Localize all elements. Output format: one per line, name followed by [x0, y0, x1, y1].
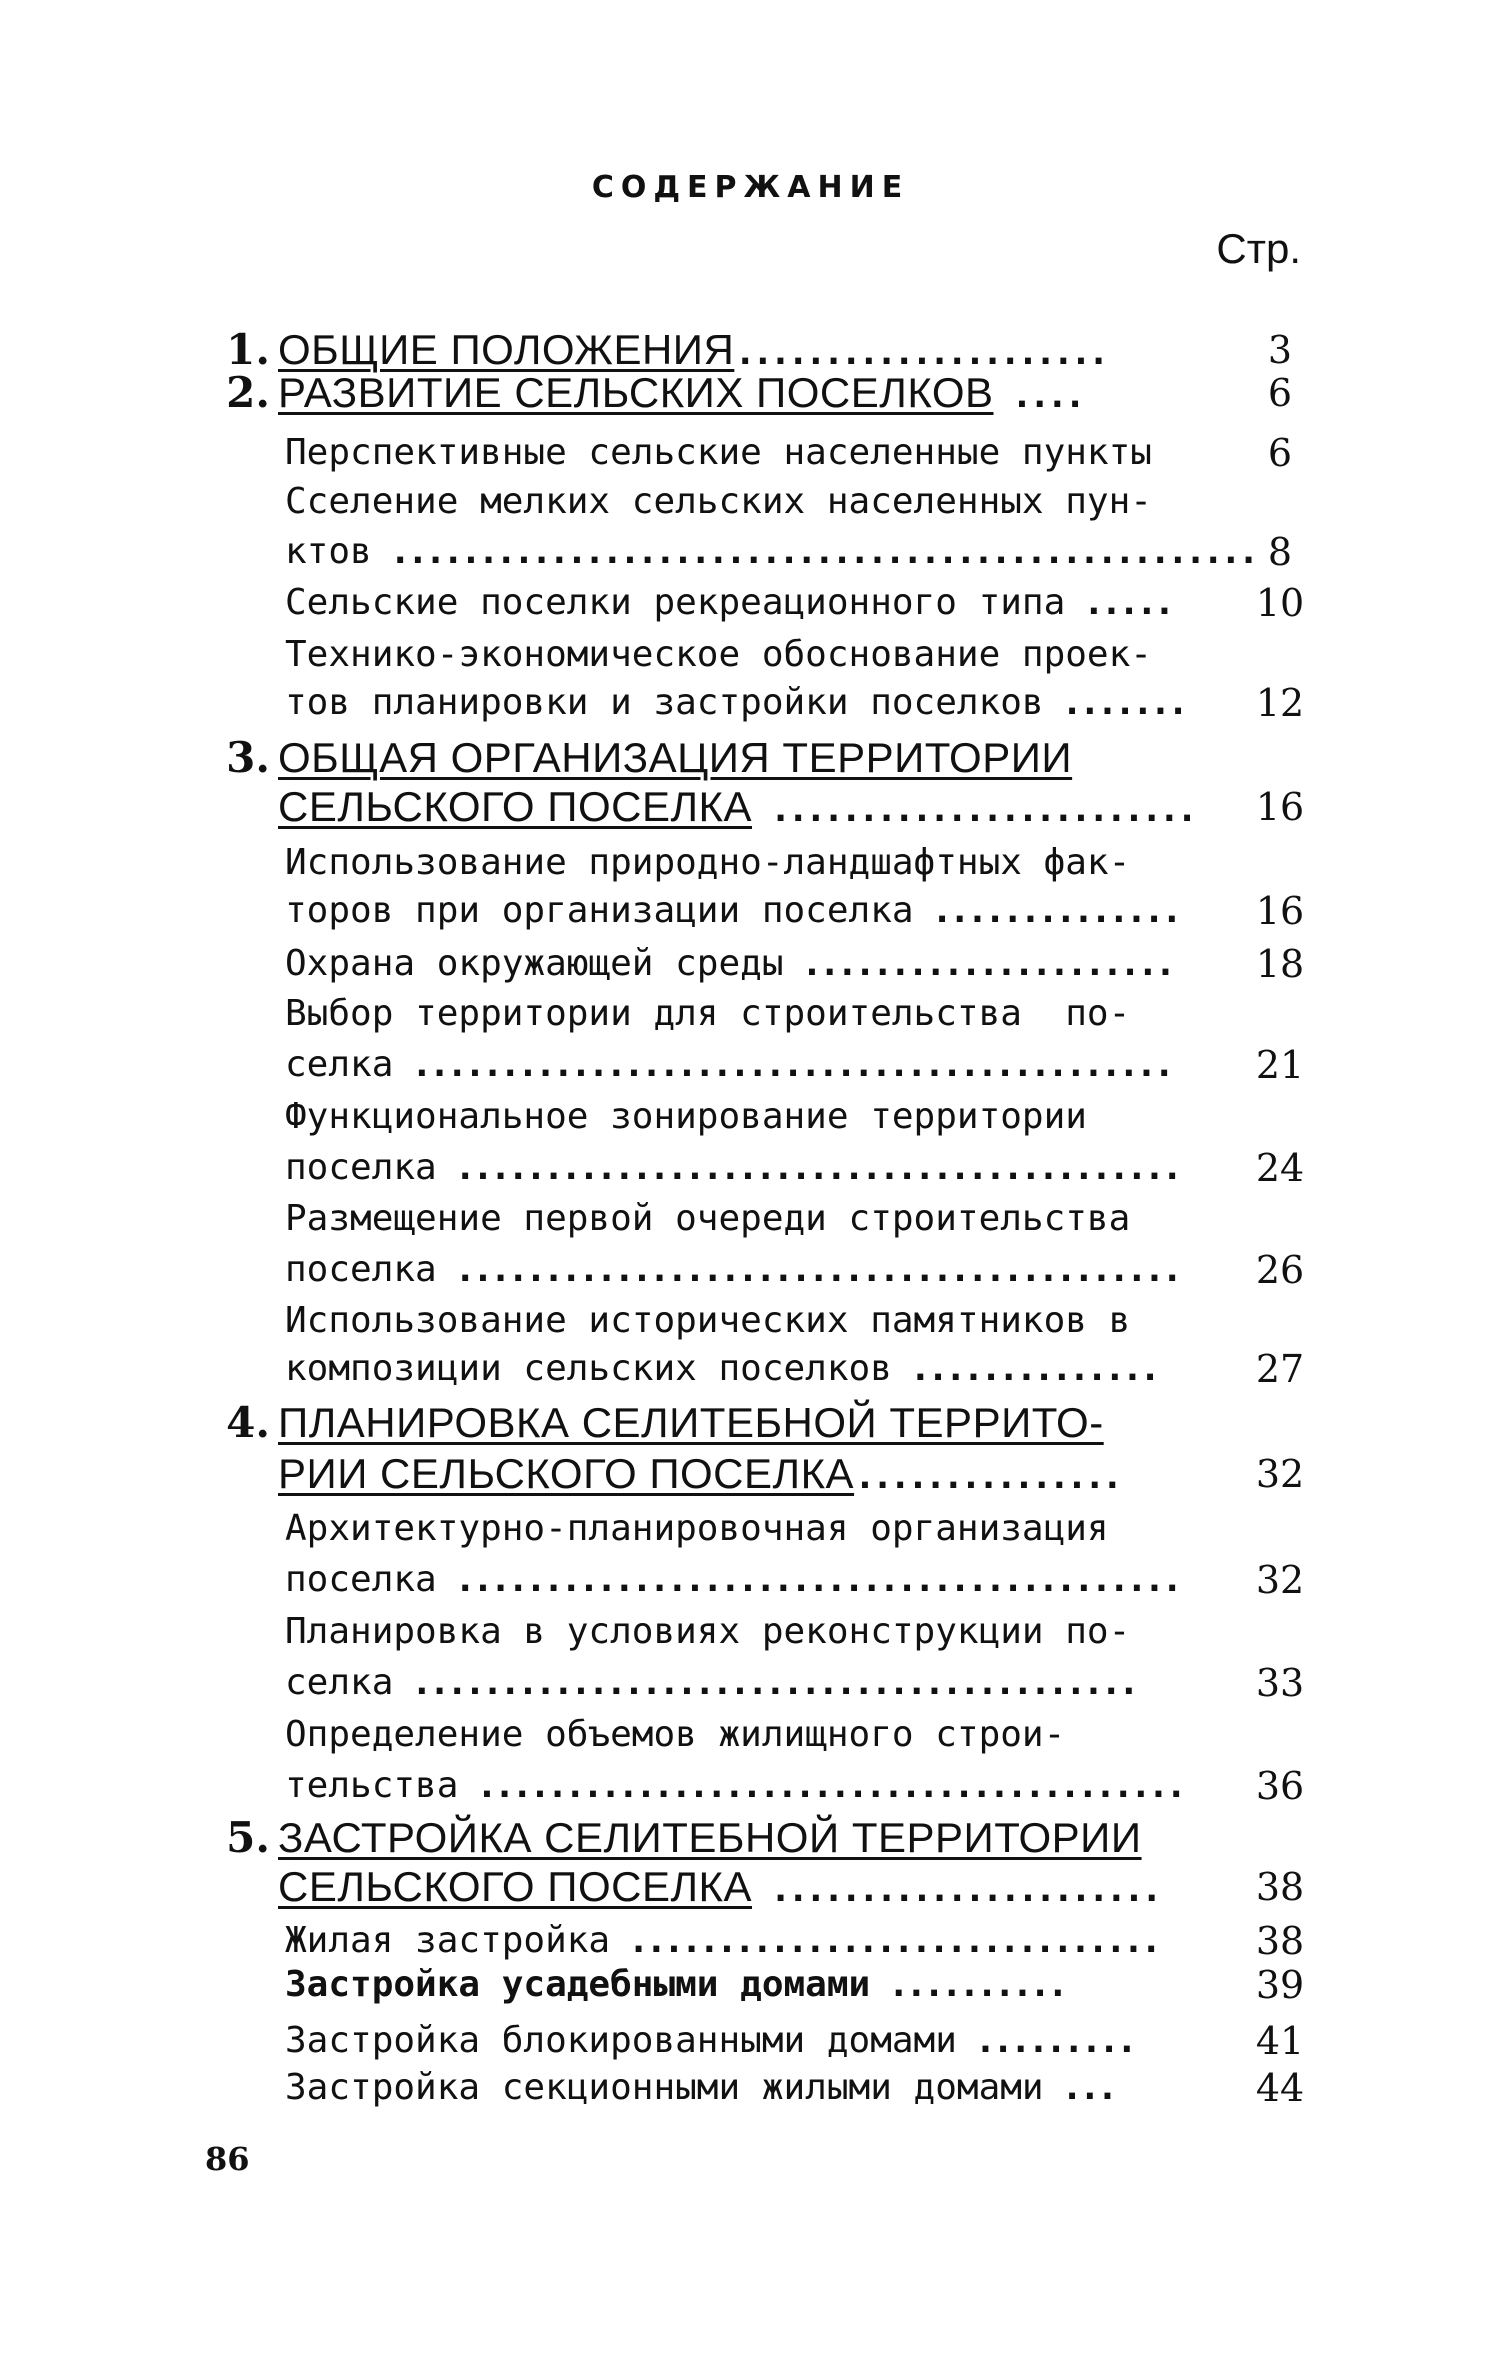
toc-entry-title: тов планировки и застройки поселков: [285, 682, 1044, 723]
toc-subsection-row: [0, 1555, 1501, 1605]
toc-subsection-row: [0, 1143, 1501, 1193]
toc-page-number: 33: [1255, 1661, 1305, 1705]
toc-dot-leader: .........................................: [393, 1662, 1136, 1703]
toc-entry-title: Размещение первой очереди строительства: [285, 1198, 1131, 1239]
toc-section-number: 4.: [226, 1398, 270, 1447]
toc-dot-leader: .....: [1065, 582, 1172, 623]
toc-subsection-row: [0, 1761, 1501, 1811]
toc-dot-leader: .........................................: [436, 1249, 1180, 1290]
toc-dot-leader: .................................................: [371, 531, 1256, 572]
toc-entry-title: селка: [285, 1662, 394, 1703]
toc-dot-leader: .......: [1043, 682, 1185, 723]
toc-subsection-row: [0, 527, 1501, 577]
toc-dot-leader: ..............................: [610, 1920, 1158, 1961]
toc-entry-title: Застройка секционными жилыми домами: [285, 2067, 1044, 2108]
toc-page-number: 16: [1255, 785, 1305, 829]
toc-page-number: 16: [1255, 889, 1305, 933]
toc-entry-title: Жилая застройка: [285, 1920, 611, 1961]
toc-section-row: [0, 1449, 1501, 1499]
toc-entry-title: поселка: [285, 1249, 437, 1290]
toc-page-number: 36: [1255, 1764, 1305, 1808]
toc-subsection-row: [0, 838, 1501, 888]
toc-page-number: 39: [1255, 1963, 1305, 2007]
toc-page-number: 10: [1255, 581, 1305, 625]
toc-dot-leader: ........................: [752, 789, 1194, 830]
toc-entry-title: Планировка в условиях реконструкции по-: [285, 1611, 1131, 1652]
toc-entry-title: Определение объемов жилищного строи-: [285, 1714, 1066, 1755]
toc-dot-leader: ..............: [913, 890, 1179, 931]
toc-entry-title: ОБЩАЯ ОРГАНИЗАЦИЯ ТЕРРИТОРИИ: [278, 734, 1073, 781]
toc-section-row: [0, 1862, 1501, 1912]
toc-page-number: 6: [1267, 431, 1293, 475]
toc-entry-title: поселка: [285, 1147, 437, 1188]
toc-dot-leader: .........: [956, 2020, 1134, 2061]
toc-subsection-row: [0, 1916, 1501, 1966]
toc-subsection-row: [0, 1194, 1501, 1244]
toc-entry-title: селка: [285, 1044, 394, 1085]
toc-section-number: 2.: [226, 368, 270, 417]
toc-page-number: 24: [1255, 1146, 1305, 1190]
toc-page-number: 32: [1255, 1452, 1305, 1496]
toc-dot-leader: ...........................................: [393, 1044, 1172, 1085]
toc-section-row: [0, 733, 1501, 783]
toc-subsection-row: [0, 1344, 1501, 1394]
toc-page-number: 3: [1267, 328, 1293, 372]
page-number: 86: [205, 2140, 250, 2178]
toc-entry-title: ЗАСТРОЙКА СЕЛИТЕБНОЙ ТЕРРИТОРИИ: [278, 1814, 1142, 1861]
toc-entry-title: поселка: [285, 1559, 437, 1600]
toc-page-number: 27: [1255, 1347, 1305, 1391]
toc-dot-leader: ..........: [870, 1964, 1065, 2005]
toc-page-number: 38: [1255, 1865, 1305, 1909]
toc-section-row: [0, 1398, 1501, 1448]
toc-entry-title: торов при организации поселка: [285, 890, 914, 931]
toc-entry-title: композиции сельских поселков: [285, 1348, 892, 1389]
toc-entry-title: РАЗВИТИЕ СЕЛЬСКИХ ПОСЕЛКОВ: [278, 369, 994, 416]
toc-section-row: [0, 782, 1501, 832]
toc-subsection-row: [0, 428, 1501, 478]
toc-entry-title: ПЛАНИРОВКА СЕЛИТЕБНОЙ ТЕРРИТО-: [278, 1399, 1104, 1446]
toc-page-number: 32: [1255, 1558, 1305, 1602]
toc-subsection-row: [0, 989, 1501, 1039]
toc-subsection-row: [0, 886, 1501, 936]
toc-subsection-row: [0, 1607, 1501, 1657]
toc-entry-title: РИИ СЕЛЬСКОГО ПОСЕЛКА: [278, 1450, 855, 1497]
toc-entry-title: Выбор территории для строительства по-: [285, 993, 1131, 1034]
toc-subsection-row: [0, 1710, 1501, 1760]
toc-entry-title: Охрана окружающей среды: [285, 943, 784, 984]
toc-entry-title: Архитектурно-планировочная организация: [285, 1508, 1109, 1549]
toc-entry-title: тельства: [285, 1765, 459, 1806]
toc-page-number: 21: [1255, 1043, 1305, 1087]
toc-subsection-row: [0, 1040, 1501, 1090]
toc-page-number: 6: [1267, 371, 1293, 415]
toc-dot-leader: ...............: [854, 1456, 1120, 1497]
toc-page-number: 12: [1255, 681, 1305, 725]
toc-entry-title: Застройка блокированными домами: [285, 2020, 957, 2061]
pages-column-label: Стр.: [1216, 225, 1301, 272]
contents-title: СОДЕРЖАНИЕ: [591, 170, 910, 205]
toc-subsection-row: [0, 1960, 1501, 2010]
toc-subsection-row: [0, 1504, 1501, 1554]
toc-subsection-row: [0, 678, 1501, 728]
toc-dot-leader: ...: [1043, 2067, 1115, 2108]
toc-dot-leader: .........................................: [436, 1147, 1180, 1188]
toc-entry-title: Функциональное зонирование территории: [285, 1096, 1087, 1137]
toc-subsection-row: [0, 477, 1501, 527]
toc-page-number: 38: [1255, 1919, 1305, 1963]
toc-section-number: 1.: [226, 325, 270, 374]
toc-dot-leader: .........................................: [436, 1559, 1180, 1600]
toc-section-row: [0, 1813, 1501, 1863]
toc-entry-title: ктов: [285, 531, 372, 572]
toc-entry-title: Сельские поселки рекреационного типа: [285, 582, 1066, 623]
toc-subsection-row: [0, 1658, 1501, 1708]
toc-dot-leader: .....................: [783, 943, 1173, 984]
toc-subsection-row: [0, 1092, 1501, 1142]
toc-entry-title: Сселение мелких сельских населенных пун-: [285, 481, 1152, 522]
toc-subsection-row: [0, 578, 1501, 628]
toc-entry-title: Перспективные сельские населенные пункты: [285, 432, 1152, 473]
toc-dot-leader: ....: [993, 375, 1082, 416]
toc-page-number: 8: [1267, 530, 1293, 574]
toc-section-number: 5.: [226, 1813, 270, 1862]
toc-entry-title: Использование исторических памятников в: [285, 1300, 1131, 1341]
toc-entry-title: Технико-экономическое обоснование проек-: [285, 634, 1152, 675]
toc-subsection-row: [0, 1296, 1501, 1346]
toc-page-number: 41: [1255, 2019, 1305, 2063]
toc-subsection-row: [0, 630, 1501, 680]
toc-page-number: 18: [1255, 942, 1305, 986]
toc-subsection-row: [0, 939, 1501, 989]
toc-dot-leader: ......................: [752, 1869, 1159, 1910]
toc-subsection-row: [0, 2063, 1501, 2113]
toc-section-number: 3.: [226, 733, 270, 782]
toc-entry-title: Использование природно-ландшафтных фак-: [285, 842, 1131, 883]
toc-entry-title: Застройка усадебными домами: [285, 1964, 871, 2005]
toc-entry-title: СЕЛЬСКОГО ПОСЕЛКА: [278, 1863, 753, 1910]
toc-page-number: 44: [1255, 2066, 1305, 2110]
toc-page-number: 26: [1255, 1248, 1305, 1292]
toc-dot-leader: .....................: [734, 332, 1106, 373]
toc-entry-title: СЕЛЬСКОГО ПОСЕЛКА: [278, 783, 753, 830]
toc-entry-title: ОБЩИЕ ПОЛОЖЕНИЯ: [278, 326, 735, 373]
toc-subsection-row: [0, 2016, 1501, 2066]
toc-dot-leader: ..............: [891, 1348, 1157, 1389]
toc-section-row: [0, 368, 1501, 418]
toc-dot-leader: ........................................: [458, 1765, 1184, 1806]
toc-subsection-row: [0, 1245, 1501, 1295]
